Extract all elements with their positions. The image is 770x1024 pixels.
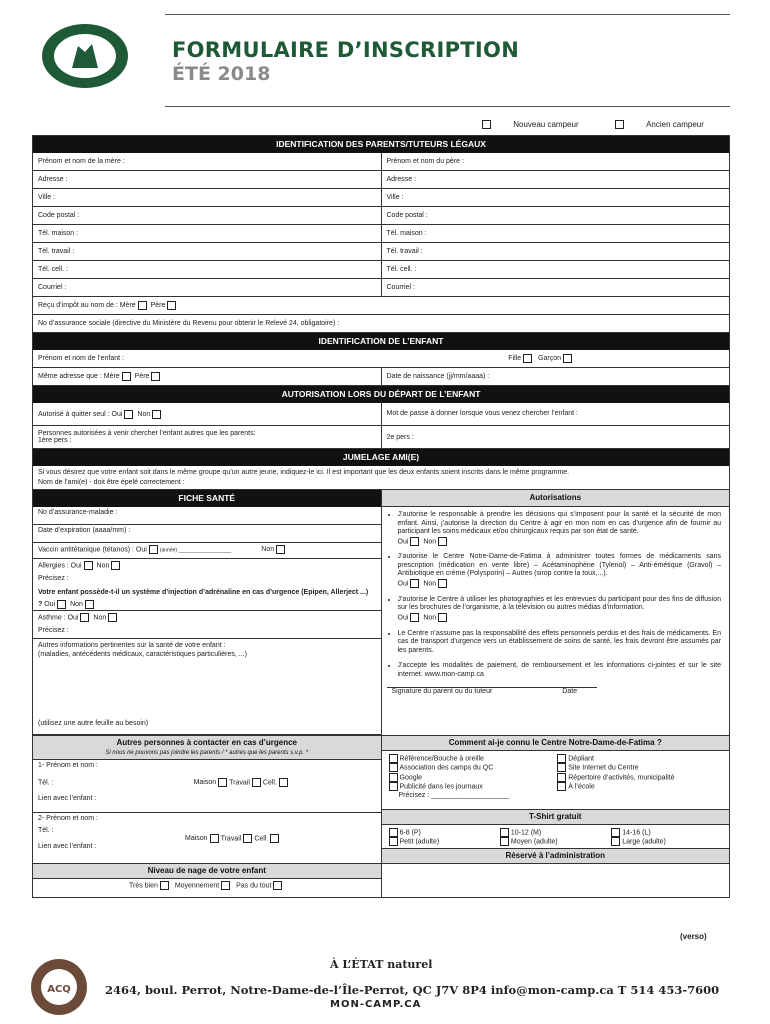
flyer-checkbox[interactable] <box>557 754 566 763</box>
password-field[interactable]: Mot de passe à donner lorsque vous venez chercher l’enfant : <box>381 403 730 425</box>
registration-form <box>32 135 730 898</box>
mother-field[interactable]: Tél. maison : <box>38 230 79 237</box>
parents-heading: IDENTIFICATION DES PARENTS/TUTEURS LÉGAUX <box>33 136 729 153</box>
form-subtitle: ÉTÉ 2018 <box>172 63 271 85</box>
auth-item-liability: • Le Centre n’assume pas la responsabilité des effets personnels perdus et des frais de médicaments. En cas de transport d’urgence vers un établissement de soins de santé, les frais devront être assumés par les parents. <box>398 630 722 656</box>
c2-cell-checkbox[interactable] <box>270 834 279 843</box>
auth2-yes-checkbox[interactable] <box>410 579 419 588</box>
persons-row: Personnes autorisées à venir chercher l’enfant autres que les parents: 1ère pers : 2e pers : <box>33 426 729 449</box>
other-info-field[interactable]: Autres informations pertinentes sur la santé de votre enfant : (maladies, antécédents médicaux, caractéristiques particulières, ...) (utilisez une autre feuille au besoin) <box>33 639 381 735</box>
acq-checkbox[interactable] <box>389 763 398 772</box>
c2-work-checkbox[interactable] <box>243 834 252 843</box>
parent-row <box>33 261 729 279</box>
tshirt-options: 6-8 (P) 10-12 (M) 14-16 (L) Petit (adulte) Moyen (adulte) Large (adulte) <box>382 825 730 849</box>
size-s-checkbox[interactable] <box>389 828 398 837</box>
allergy-no-checkbox[interactable] <box>111 561 120 570</box>
father-field[interactable]: Code postal : <box>381 207 730 224</box>
bottom-section <box>33 735 729 897</box>
receipt-row: Reçu d’impôt au nom de : Mère Père <box>33 297 729 315</box>
girl-checkbox[interactable] <box>523 354 532 363</box>
verso-label: (verso) <box>680 932 707 941</box>
contacts-column <box>33 736 381 897</box>
c1-work-checkbox[interactable] <box>252 778 261 787</box>
allergy-details-field[interactable]: Précisez : <box>38 575 69 582</box>
directory-checkbox[interactable] <box>557 773 566 782</box>
person1-field[interactable]: 1ère pers : <box>38 437 72 444</box>
swim-good-checkbox[interactable] <box>160 881 169 890</box>
adult-m-checkbox[interactable] <box>500 837 509 846</box>
form-title: FORMULAIRE D’INSCRIPTION <box>172 38 520 62</box>
top-rule <box>165 14 730 15</box>
pairing-section: Si vous désirez que votre enfant soit dans le même groupe qu’un autre jeune, indiquez-le ici. Il est important que les deux enfants soient inscrits dans le même programme. Nom de l’ami(e) - doit être épelé correctement : <box>33 466 729 490</box>
pairing-heading: JUMELAGE AMI(E) <box>33 449 729 466</box>
contact2: 2- Prénom et nom : Tél. : Maison Travail Cell. Lien avec l’enfant : <box>33 812 381 864</box>
health-heading: FICHE SANTÉ <box>33 490 381 507</box>
receipt-mother-checkbox[interactable] <box>138 301 147 310</box>
epipen-yes-checkbox[interactable] <box>57 600 66 609</box>
child-address-row: Même adresse que : Mère Père Date de naissance (jj/mm/aaaa) : <box>33 368 729 386</box>
parent-row <box>33 243 729 261</box>
tshirt-heading: T-Shirt gratuit <box>382 810 730 825</box>
auth1-no-checkbox[interactable] <box>438 537 447 546</box>
swim-options: Très bien Moyennement Pas du tout <box>33 879 381 897</box>
father-field[interactable]: Adresse : <box>381 171 730 188</box>
same-mother-checkbox[interactable] <box>122 372 131 381</box>
asthma-details-field[interactable]: Précisez : <box>33 625 381 639</box>
swim-medium-checkbox[interactable] <box>221 881 230 890</box>
size-m-checkbox[interactable] <box>500 828 509 837</box>
ads-checkbox[interactable] <box>389 782 398 791</box>
swim-heading: Niveau de nage de votre enfant <box>33 864 381 879</box>
friend-name-field[interactable]: Nom de l’ami(e) - doit être épelé correctement : <box>38 478 185 486</box>
departure-row: Autorisé à quitter seul : Oui Non Mot de passe à donner lorsque vous venez chercher l’enfant : <box>33 403 729 426</box>
leave-no-checkbox[interactable] <box>152 410 161 419</box>
epipen-no-checkbox[interactable] <box>85 600 94 609</box>
ref-checkbox[interactable] <box>389 754 398 763</box>
centre-logo <box>40 22 130 90</box>
father-field[interactable]: Tél. cell. : <box>381 261 730 278</box>
asthma-yes-checkbox[interactable] <box>80 613 89 622</box>
brand-tagline: À L’ÉTAT naturel <box>330 958 433 971</box>
epipen-row: Votre enfant possède-t-il un système d’injection d’adrénaline en cas d’urgence (Epipen, Allerject ...) ? Oui Non <box>33 585 381 611</box>
asthma-no-checkbox[interactable] <box>108 613 117 622</box>
admin-heading: Réservé à l’administration <box>382 849 730 864</box>
size-l-checkbox[interactable] <box>611 828 620 837</box>
auth-item-payment: • J’accepte les modalités de paiement, de remboursement et les informations ci-jointes et sur le site internet. www.mon-camp.ca <box>398 662 722 679</box>
father-field[interactable]: Tél. travail : <box>381 243 730 260</box>
parent-row <box>33 279 729 297</box>
auth3-no-checkbox[interactable] <box>438 613 447 622</box>
auth2-no-checkbox[interactable] <box>438 579 447 588</box>
signature-line[interactable]: Signature du parent ou du tuteur Date <box>387 687 597 695</box>
mother-field[interactable]: Prénom et nom de la mère : <box>38 158 125 165</box>
allergy-row: Allergies : Oui Non <box>33 559 381 573</box>
receipt-father-checkbox[interactable] <box>167 301 176 310</box>
how-options: Référence/Bouche à oreille Association des camps du QC Google Publicité dans les journaux Précisez : ____________________ Dépliant Site Internet du Centre Répertoire d’activités, municipalité À l’école <box>382 751 730 810</box>
mother-field[interactable]: Tél. cell. : <box>38 266 68 273</box>
camper-type <box>480 120 704 129</box>
father-field[interactable]: Prénom et nom du père : <box>381 153 730 170</box>
mother-field[interactable]: Courriel : <box>38 284 67 291</box>
how-heading: Comment ai-je connu le Centre Notre-Dame-de-Fatima ? <box>382 736 730 751</box>
parent-row <box>33 153 729 171</box>
mother-field[interactable]: Ville : <box>38 194 55 201</box>
contact1: 1- Prénom et nom : Tél. : Maison Travail Cell. Lien avec l’enfant : <box>33 760 381 812</box>
authorizations-column <box>381 490 730 735</box>
swim-none-checkbox[interactable] <box>273 881 282 890</box>
same-father-checkbox[interactable] <box>151 372 160 381</box>
svg-text:ACQ: ACQ <box>47 984 71 995</box>
website-checkbox[interactable] <box>557 763 566 772</box>
allergy-yes-checkbox[interactable] <box>84 561 93 570</box>
new-camper-label: Nouveau campeur <box>513 120 579 129</box>
parent-row <box>33 225 729 243</box>
old-camper-label: Ancien campeur <box>646 120 704 129</box>
expiry-field[interactable]: Date d’expiration (aaaa/mm) : <box>33 525 381 543</box>
contacts-heading: Autres personnes à contacter en cas d’urgence Si nous ne pouvons pas joindre les parents / * autres que les parents s.v.p. * <box>33 736 381 760</box>
tetanus-no-checkbox[interactable] <box>276 545 285 554</box>
c1-home-checkbox[interactable] <box>218 778 227 787</box>
health-insurance-field[interactable]: No d’assurance-maladie : <box>33 507 381 525</box>
c1-cell-checkbox[interactable] <box>279 778 288 787</box>
tetanus-yes-checkbox[interactable] <box>149 545 158 554</box>
father-field[interactable]: Tél. maison : <box>381 225 730 242</box>
person2-field[interactable]: 2e pers : <box>381 426 730 448</box>
school-checkbox[interactable] <box>557 782 566 791</box>
asthma-row: Asthme : Oui Non <box>33 611 381 625</box>
auth-item-photos: • J’autorise le Centre à utiliser les photographies et les entrevues du participant pour des fins de diffusion sur les brochures de l’organisme, à la télévision ou autres médias d’information. Oui Non <box>398 596 722 623</box>
auth-item-medication: • J’autorise le Centre Notre-Dame-de-Fatima à administrer toutes formes de médicaments sans prescription (médication en vente libre) – Acétaminophène (Tylenol) – Anti-émétique (Gravol) – Antibiotique en crème (Polysporin) – Autres (sirop contre la toux,...). Oui Non <box>398 553 722 588</box>
parent-row <box>33 171 729 189</box>
mother-field[interactable]: Adresse : <box>38 176 68 183</box>
departure-heading: AUTORISATION LORS DU DÉPART DE L’ENFANT <box>33 386 729 403</box>
parents-section <box>33 153 729 297</box>
insurance-row[interactable]: No d’assurance sociale (directive du Ministère du Revenu pour obtenir le Relevé 24, obligatoire) : <box>33 315 729 333</box>
parent-row <box>33 207 729 225</box>
authorization-list <box>382 507 730 679</box>
mother-field[interactable]: Tél. travail : <box>38 248 75 255</box>
child-heading: IDENTIFICATION DE L’ENFANT <box>33 333 729 350</box>
new-camper-checkbox[interactable] <box>482 120 491 129</box>
auth1-yes-checkbox[interactable] <box>410 537 419 546</box>
health-auth-section <box>33 490 729 735</box>
acq-badge <box>30 958 88 1016</box>
auth-heading: Autorisations <box>382 490 730 507</box>
header-rule <box>165 106 730 107</box>
footer-website[interactable]: MON-CAMP.CA <box>330 999 422 1010</box>
adult-l-checkbox[interactable] <box>611 837 620 846</box>
right-bottom-column <box>381 736 730 897</box>
health-column <box>33 490 381 735</box>
parent-row <box>33 189 729 207</box>
auth3-yes-checkbox[interactable] <box>410 613 419 622</box>
birth-date-field[interactable]: Date de naissance (jj/mm/aaaa) : <box>381 368 730 385</box>
leave-yes-checkbox[interactable] <box>124 410 133 419</box>
father-field[interactable]: Ville : <box>381 189 730 206</box>
father-field[interactable]: Courriel : <box>381 279 730 296</box>
adult-s-checkbox[interactable] <box>389 837 398 846</box>
old-camper-checkbox[interactable] <box>615 120 624 129</box>
c2-home-checkbox[interactable] <box>210 834 219 843</box>
auth-item-medical: • J’autorise le responsable à prendre les décisions qui s’imposent pour la santé et la sécurité de mon enfant. Ainsi, j’autorise la direction du Centre à agir en mon nom en cas d’urgence afin de fournir au participant les soins médicaux et/ou chirurgicaux requis par son état de santé. Oui Non <box>398 511 722 546</box>
child-name-row[interactable]: Prénom et nom de l’enfant : Fille Garçon <box>33 350 729 368</box>
google-checkbox[interactable] <box>389 773 398 782</box>
tetanus-row: Vaccin antitétanique (tétanos) : Oui (année) ___________________ Non <box>33 543 381 559</box>
footer-address: 2464, boul. Perrot, Notre-Dame-de-l’Île-Perrot, QC J7V 8P4 info@mon-camp.ca T 514 453-7600 <box>105 983 720 997</box>
boy-checkbox[interactable] <box>563 354 572 363</box>
mother-field[interactable]: Code postal : <box>38 212 80 219</box>
